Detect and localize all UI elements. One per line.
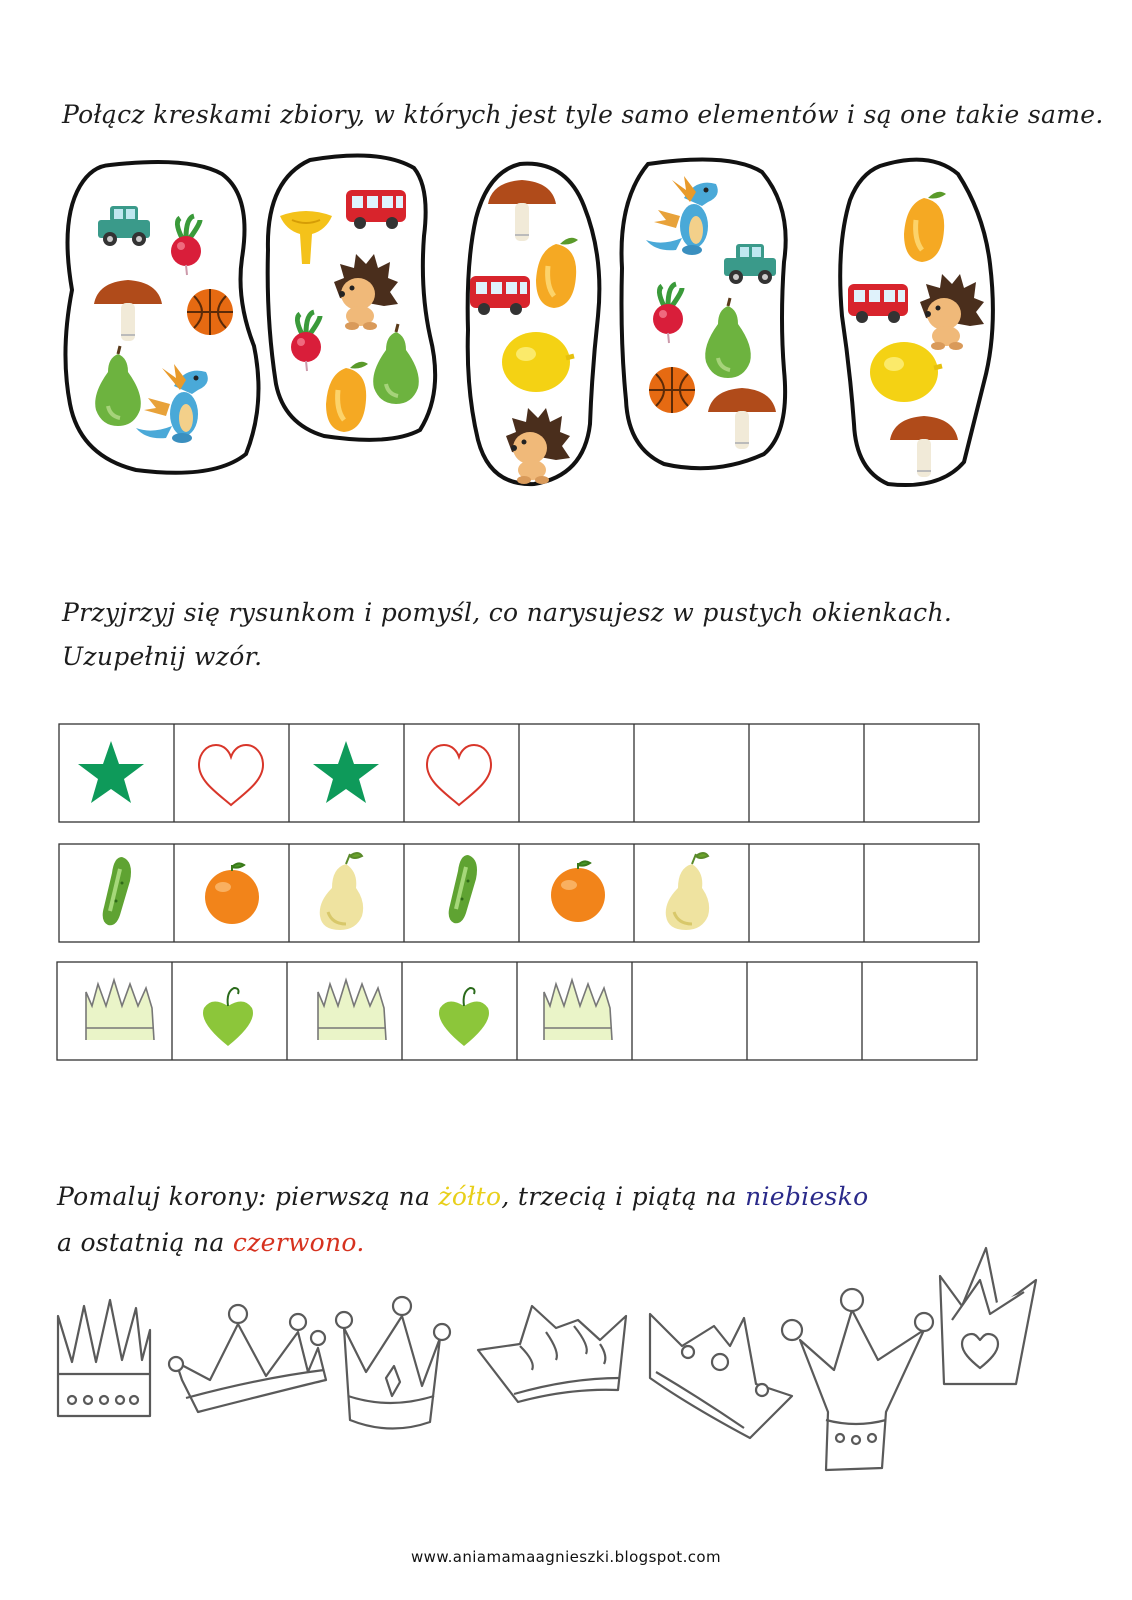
task3-text-line2: a ostatnią na xyxy=(57,1228,233,1257)
cucumber-icon xyxy=(449,855,477,923)
crown-outline-7[interactable] xyxy=(940,1248,1036,1384)
pattern-row-1-empty-cell-8[interactable] xyxy=(865,725,978,821)
radish-icon xyxy=(291,312,321,371)
basketball-icon xyxy=(649,367,695,413)
task3-text-part1: Pomaluj korony: pierwszą na xyxy=(57,1182,439,1211)
dragon-icon xyxy=(136,364,208,443)
dragon-icon xyxy=(646,176,718,255)
task3-word-blue: niebiesko xyxy=(745,1182,869,1211)
task3-word-red: czerwono. xyxy=(232,1228,365,1257)
pattern-row-1-empty-cell-7[interactable] xyxy=(750,725,863,821)
mango-icon xyxy=(904,192,946,262)
crown-icon xyxy=(544,980,612,1040)
radish-icon xyxy=(653,284,683,343)
mushroom-icon xyxy=(708,388,776,449)
set-3[interactable] xyxy=(468,164,600,484)
pear-icon xyxy=(666,853,709,930)
crown-outline-1[interactable] xyxy=(58,1300,150,1416)
bus-icon xyxy=(346,190,406,229)
pattern-row-2-empty-cell-7[interactable] xyxy=(750,845,863,941)
crown-outline-3[interactable] xyxy=(336,1297,450,1429)
mango-icon xyxy=(536,238,578,308)
pear-icon xyxy=(705,298,751,378)
hedgehog-icon xyxy=(920,274,984,350)
orange-icon xyxy=(205,863,259,924)
pattern-row-3-empty-cell-6[interactable] xyxy=(633,963,746,1059)
task1-instruction: Połącz kreskami zbiory, w których jest tyle samo elementów i są one takie same. xyxy=(62,100,1104,129)
pattern-row-1-empty-cell-6[interactable] xyxy=(635,725,748,821)
hedgehog-icon xyxy=(334,254,398,330)
lemon-icon xyxy=(870,342,942,402)
crown-outline-6[interactable] xyxy=(782,1289,933,1470)
bus-icon xyxy=(470,276,530,315)
pear-icon xyxy=(95,346,141,426)
mushroom-icon xyxy=(488,180,556,241)
pattern-row-3-empty-cell-8[interactable] xyxy=(863,963,976,1059)
heart-icon xyxy=(199,745,263,805)
crown-outline-4[interactable] xyxy=(478,1306,626,1402)
pear-icon xyxy=(373,324,419,404)
car-icon xyxy=(724,244,776,284)
radish-icon xyxy=(171,216,201,275)
pattern-row-3-empty-cell-7[interactable] xyxy=(748,963,861,1059)
car-icon xyxy=(98,206,150,246)
mushroom-icon xyxy=(890,416,958,477)
pattern-row-1-empty-cell-5[interactable] xyxy=(520,725,633,821)
set-1[interactable] xyxy=(65,162,258,473)
cucumber-icon xyxy=(103,857,131,925)
pear-icon xyxy=(320,853,363,930)
crown-outline-5[interactable] xyxy=(650,1314,792,1438)
task2-instruction-line2: Uzupełnij wzór. xyxy=(62,642,263,671)
crown-icon xyxy=(318,980,386,1040)
heart-icon xyxy=(427,745,491,805)
task3-word-yellow: żółto xyxy=(438,1182,502,1211)
set-2[interactable] xyxy=(268,156,435,440)
orange-icon xyxy=(551,861,605,922)
star-icon xyxy=(313,741,379,803)
set-4[interactable] xyxy=(622,160,786,469)
mushroom-icon xyxy=(94,280,162,341)
lemon-icon xyxy=(502,332,574,392)
pattern-row-2-empty-cell-8[interactable] xyxy=(865,845,978,941)
bus-icon xyxy=(848,284,908,323)
chanterelle-icon xyxy=(280,211,332,264)
star-icon xyxy=(78,741,144,803)
leaf-icon xyxy=(203,988,253,1046)
footer-url[interactable]: www.aniamamaagnieszki.blogspot.com xyxy=(411,1548,721,1566)
crown-icon xyxy=(86,980,154,1040)
leaf-icon xyxy=(439,988,489,1046)
task2-instruction-line1: Przyjrzyj się rysunkom i pomyśl, co narysujesz w pustych okienkach. xyxy=(62,598,953,627)
task3-text-part2: , trzecią i piątą na xyxy=(501,1182,746,1211)
mango-icon xyxy=(326,362,368,432)
basketball-icon xyxy=(187,289,233,335)
crown-outline-2[interactable] xyxy=(169,1305,326,1412)
set-5[interactable] xyxy=(840,160,993,485)
hedgehog-icon xyxy=(506,408,570,484)
